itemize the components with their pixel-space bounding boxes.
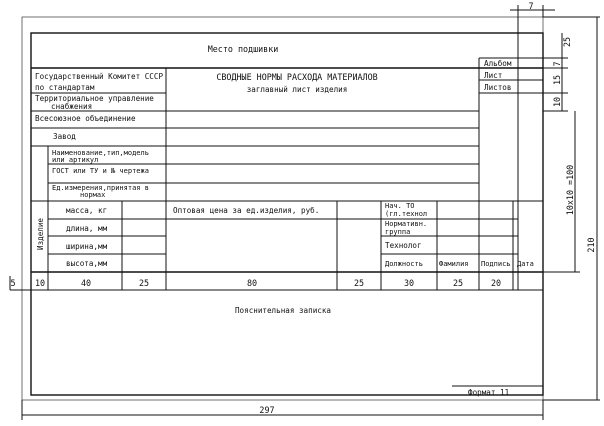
- width-label: ширина,мм: [66, 242, 108, 251]
- dim-total-height: 210: [586, 237, 596, 253]
- dim-right-15: 15: [552, 74, 562, 86]
- explanatory-note-label: Пояснительная записка: [234, 306, 332, 315]
- normer-line-2: группа: [385, 228, 411, 236]
- dim-col-5: 5: [10, 278, 16, 288]
- normer-line-1: Нормативн.: [385, 220, 428, 228]
- height-label: высота,мм: [66, 259, 108, 268]
- sheet-label: Лист: [484, 71, 503, 80]
- dim-width-label: 297: [259, 405, 275, 415]
- dim-top-7: 7: [528, 1, 534, 11]
- gost-label: ГОСТ или ТУ и № чертежа: [52, 167, 149, 175]
- org-line-1: Государственный Комитет СССР: [35, 72, 164, 81]
- dim-right-10: 10: [552, 96, 562, 108]
- chief-line-1: Нач. ТО: [385, 202, 415, 210]
- dim-right-10x10: 10x10 =100: [565, 164, 575, 216]
- dim-right-25: 25: [562, 36, 572, 48]
- dim-col-10: 10: [34, 278, 46, 288]
- dim-right-7: 7: [552, 61, 562, 67]
- org-line-2: по стандартам: [35, 83, 95, 92]
- technologist-label: Технолог: [385, 241, 422, 250]
- association-label: Всесоюзное объединение: [35, 114, 136, 123]
- surname-label: Фамилия: [439, 260, 469, 268]
- wholesale-price-label: Оптовая цена за ед.изделия, руб.: [173, 206, 320, 215]
- signature-label: Подпись: [481, 260, 511, 268]
- date-label: Дата: [517, 260, 534, 268]
- unit-line-2: нормах: [80, 191, 106, 199]
- sheets-label: Листов: [484, 83, 512, 92]
- form-title: СВОДНЫЕ НОРМЫ РАСХОДА МАТЕРИАЛОВ: [216, 72, 378, 82]
- format-label: Формат 11: [468, 388, 510, 397]
- dim-col-25a: 25: [138, 278, 150, 288]
- unit-line-1: Ед.измерения,принятая в: [52, 184, 149, 192]
- length-label: длина, мм: [66, 224, 108, 233]
- name-line-1: Наименование,тип,модель: [52, 149, 149, 157]
- product-vertical-label: Изделие: [36, 217, 45, 250]
- name-line-2: или артикул: [52, 156, 99, 164]
- dim-col-30: 30: [403, 278, 415, 288]
- album-label: Альбом: [484, 59, 512, 68]
- dim-col-20: 20: [490, 278, 502, 288]
- form-subtitle: заглавный лист изделия: [246, 85, 348, 94]
- position-label: Должность: [385, 260, 423, 268]
- territorial-line-1: Территориальное управление: [35, 94, 154, 103]
- factory-label: Завод: [53, 132, 76, 141]
- chief-line-2: (гл.технол: [385, 210, 428, 218]
- territorial-line-2: снабжения: [51, 102, 93, 111]
- dim-col-25b: 25: [353, 278, 365, 288]
- dim-col-25c: 25: [452, 278, 464, 288]
- dim-col-80: 80: [246, 278, 258, 288]
- sign-place-label: Место подшивки: [207, 44, 279, 54]
- mass-label: масса, кг: [66, 206, 108, 215]
- dim-col-40: 40: [80, 278, 92, 288]
